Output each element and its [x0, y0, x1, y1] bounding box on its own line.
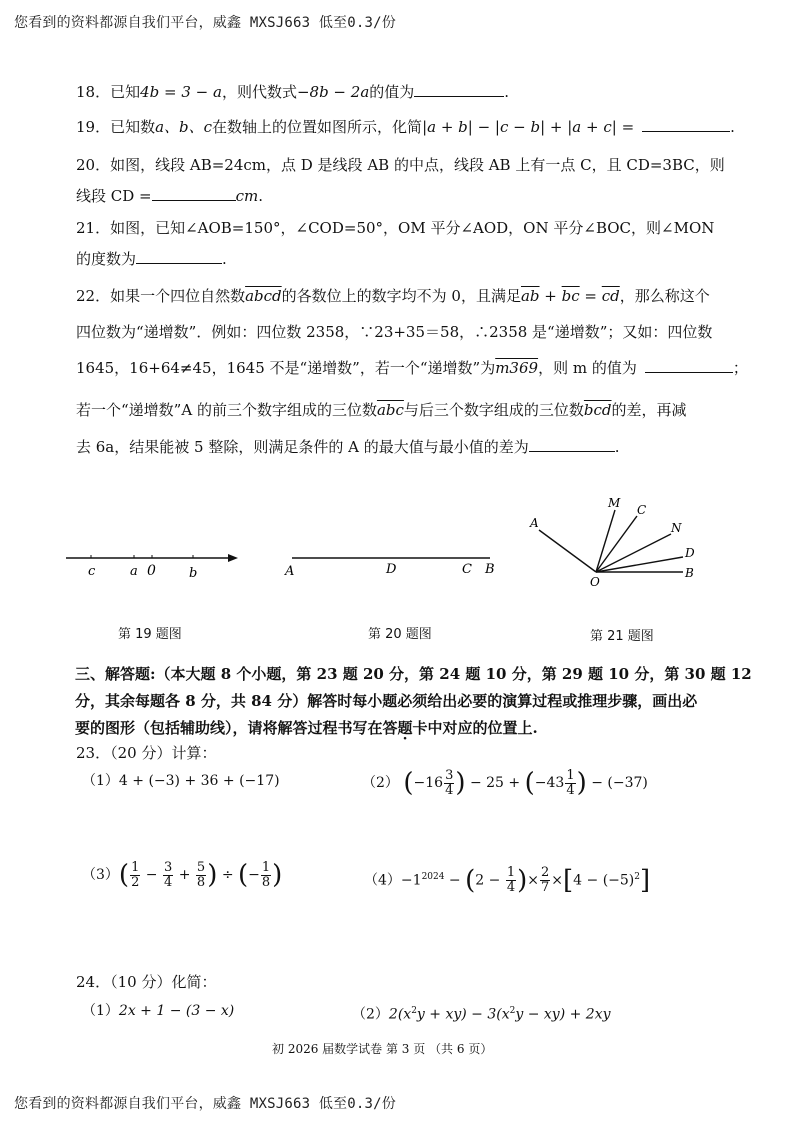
q19-prefix: 19．已知数: [76, 118, 156, 136]
watermark-bottom: 您看到的资料都源自我们平台，威鑫 MXSJ663 低至0.3/份: [14, 1096, 396, 1112]
question-21-line2: 的度数为 .: [76, 250, 227, 268]
q18-middle: ，则代数式: [221, 83, 297, 101]
q19-expression: |a + b| − |c − b| + |a + c| =: [422, 118, 635, 136]
q23-title: 23．（20 分）计算：: [76, 744, 217, 762]
fig19-label-a: a: [130, 564, 138, 579]
q23-part1: （1）4 + (−3) + 36 + (−17): [82, 773, 280, 789]
q19-vars: a、b、c: [155, 118, 213, 136]
q18-prefix: 18．已知: [76, 83, 141, 101]
q18-expression: −8b − 2a: [296, 83, 370, 101]
fig19-caption: 第 19 题图: [118, 627, 182, 642]
q21-answer-blank[interactable]: [136, 249, 222, 264]
fig21-label-A: A: [530, 516, 539, 530]
page-footer: 初 2026 届数学试卷 第 3 页 （共 6 页）: [272, 1042, 493, 1056]
q24-p1-expression: 2x + 1 − (3 − x): [118, 1003, 235, 1019]
question-22-line5: 去 6a，结果能被 5 整除，则满足条件的 A 的最大值与最小值的差为 .: [76, 438, 620, 456]
q18-answer-blank[interactable]: [414, 82, 504, 97]
figure-20-segment: [280, 545, 500, 580]
q22-answer-blank-2[interactable]: [529, 437, 615, 452]
q18-suffix: 的值为: [369, 83, 415, 101]
question-20-line1: 20．如图，线段 AB=24cm，点 D 是线段 AB 的中点，线段 AB 上有一点 C，且 CD=3BC，则: [76, 156, 725, 174]
figure-19-number-line: [60, 545, 250, 585]
watermark-top: 您看到的资料都源自我们平台，威鑫 MXSJ663 低至0.3/份: [14, 15, 396, 31]
q24-title: 24．（10 分）化简：: [76, 973, 217, 991]
q18-equation: 4b = 3 − a: [140, 83, 222, 101]
fig21-label-N: N: [671, 521, 682, 535]
q22-answer-blank-1[interactable]: [645, 358, 733, 373]
section3-line2: 分，其余每题各 8 分，共 84 分）解答时每小题必须给出必要的演算过程或推理步骤，画出必: [75, 692, 698, 710]
fig20-label-B: B: [485, 562, 495, 577]
q23-p1-expression: 4 + (−3) + 36 + (−17): [118, 773, 280, 789]
fig21-label-D: D: [685, 546, 695, 560]
question-22-line4: 若一个“递增数”A 的前三个数字组成的三位数$\overline{abc}$与后三个数字组成的三位数$\overline{bcd}$的差，再减: [76, 401, 687, 419]
fig21-label-B: B: [685, 566, 694, 580]
fig19-label-c: c: [88, 564, 96, 579]
section3-line3: 要的图形（包括辅助线），请将解答过程书写在答题卡中对应的位置上.: [75, 719, 538, 737]
fig20-label-A: A: [285, 564, 295, 579]
q19-answer-blank[interactable]: [642, 117, 730, 132]
q24-part2: $(2)2(x^2y + xy) - 3(x^2y - xy) + 2xy$: [352, 1006, 611, 1023]
fig20-label-D: D: [386, 562, 397, 577]
q23-part3: （3）( $\frac{1}{2}$ − $\frac{3}{4}$ + $\frac{5}{8}$ ) ÷ (− $\frac{1}{8}$ ): [82, 859, 283, 890]
question-19: 19．已知数a、b、c在数轴上的位置如图所示，化简|a + b| − |c − b| + |a + c| = .: [76, 118, 735, 136]
question-20-line2: 线段 CD = cm.: [76, 187, 264, 205]
answer-card-emphasis: 答题卡: [382, 719, 428, 737]
q20-answer-blank[interactable]: [152, 186, 236, 201]
question-22-line2: 四位数为“递增数”．例如：四位数 2358，∵23+35＝58，∴2358 是“递增数”；又如：四位数: [76, 323, 713, 341]
fig20-caption: 第 20 题图: [368, 627, 432, 642]
q23-part4: $(4)-1^{2024} - (2$ − $\frac{1}{4}$ )× $\frac{2}{7}$ $\times[4 - (-5)^2]$: [364, 865, 651, 896]
fig21-caption: 第 21 题图: [590, 629, 654, 644]
q23-part2: （2） (−16 $\frac{3}{4}$ ) − 25 + (−43 $\frac{1}{4}$ ) − (−37): [362, 767, 648, 798]
fig20-label-C: C: [462, 562, 472, 577]
fig21-label-M: M: [608, 496, 621, 510]
fig19-label-0: 0: [147, 563, 156, 579]
fig21-label-C: C: [637, 503, 647, 517]
q19-middle: 在数轴上的位置如图所示，化简: [212, 118, 423, 136]
question-21-line1: 21．如图，已知∠AOB=150°，∠COD=50°，OM 平分∠AOD，ON 平分∠BOC，则∠MON: [76, 219, 715, 237]
question-18: 18．已知4b = 3 − a，则代数式−8b − 2a的值为 .: [76, 83, 510, 101]
fig19-label-b: b: [189, 566, 198, 581]
question-22-line3: 1645，16+64≠45，1645 不是“递增数”，若一个“递增数”为m369，则 m 的值为 ；: [76, 359, 748, 377]
section3-line1: 三、解答题:（本大题 8 个小题，第 23 题 20 分，第 24 题 10 分，第 29 题 10 分，第 30 题 12: [75, 665, 752, 683]
q24-part1: （1）2x + 1 − (3 − x): [82, 1003, 235, 1019]
fig21-label-O: O: [590, 575, 600, 589]
question-22-line1: 22．如果一个四位自然数abcd的各数位上的数字均不为 0，且满足$\overline{ab} + \overline{bc} = \overline{cd}$，那么称这个: [76, 287, 710, 305]
figure-21-angles: [525, 495, 705, 590]
